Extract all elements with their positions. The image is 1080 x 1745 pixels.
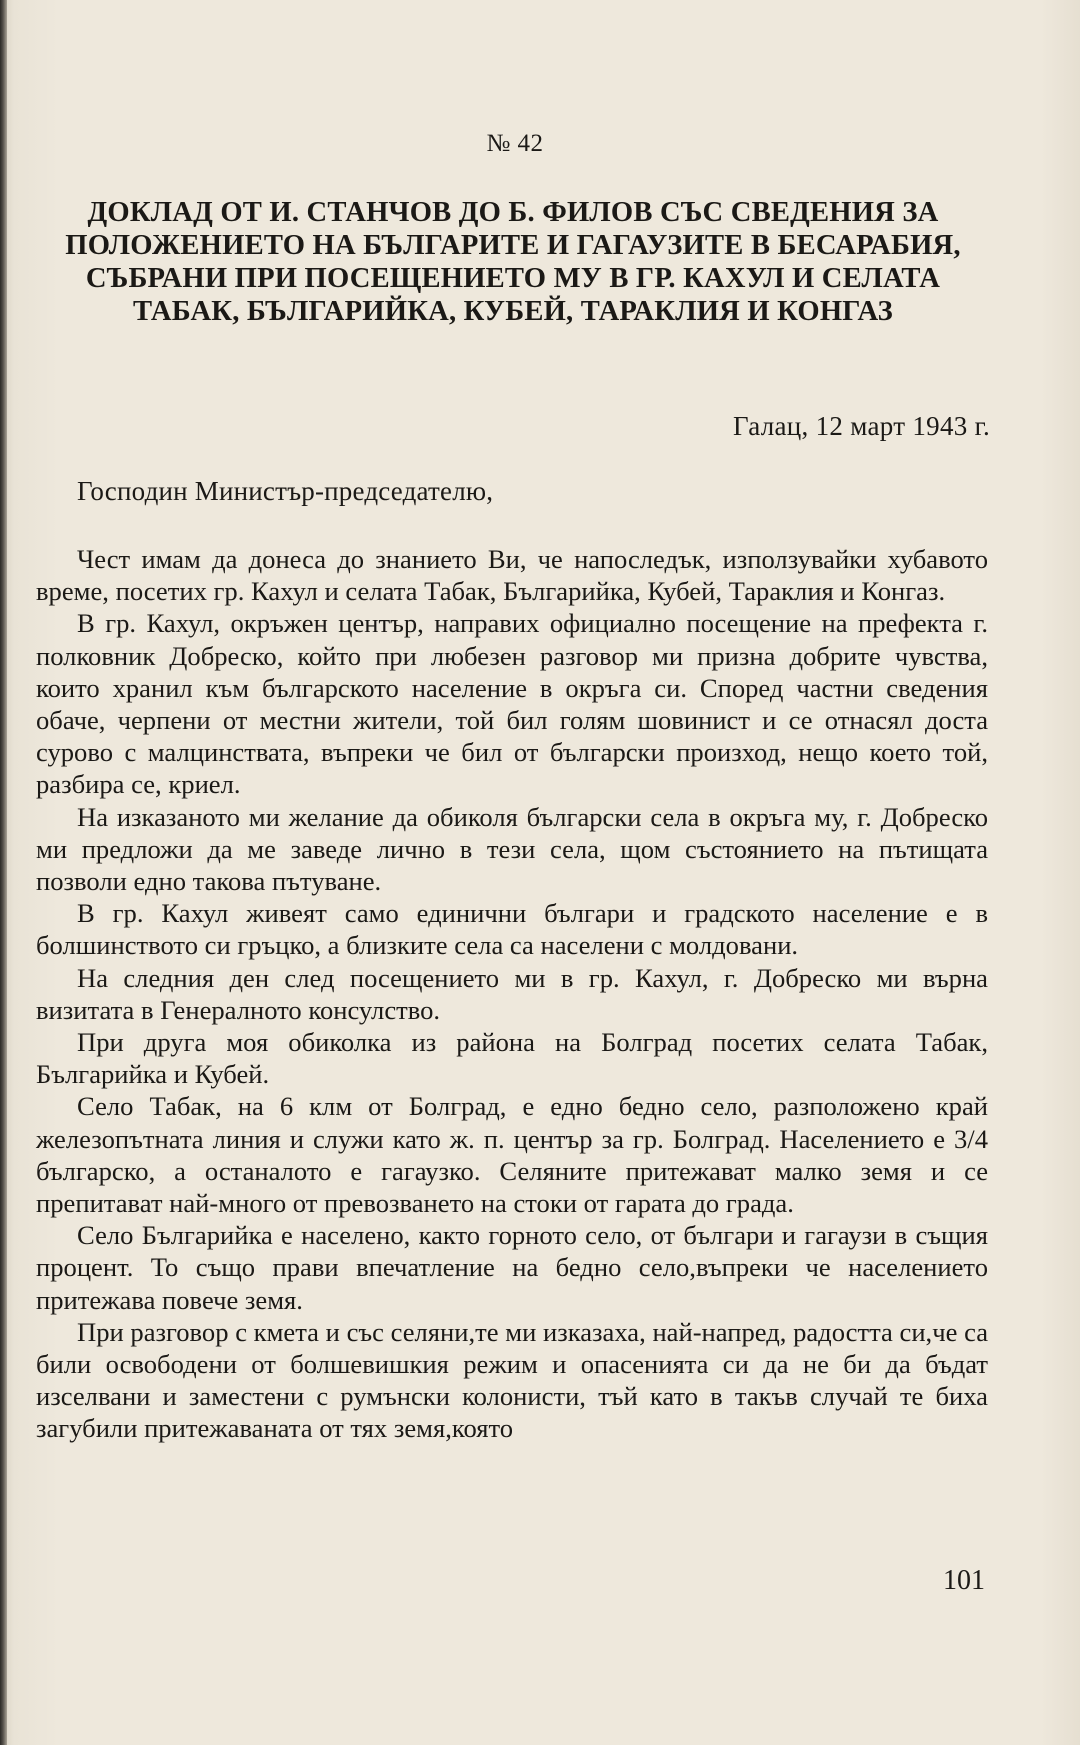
document-number: № 42 (486, 130, 544, 157)
paragraph-4: В гр. Кахул живеят само единични българи и градското население е в болшинството си гръцко, а близките села са населени с молдовани. (36, 898, 988, 961)
page-number: 101 (943, 1565, 985, 1596)
page-binding-edge (0, 0, 7, 1745)
place-and-date: Галац, 12 март 1943 г. (732, 411, 990, 441)
paragraph-5: На следния ден след посещението ми в гр. Кахул, г. Добреско ми върна визитата в Генералното консулство. (36, 962, 988, 1025)
paragraph-2: В гр. Кахул, окръжен център, направих официално посещение на префекта г. полковник Добреско, който при любезен разговор ми призна добрите чувства, които хранил към българското население в окръга си. Според частни сведения обаче, черпени от местни жители, той бил голям шовинист и се отнасял доста сурово с малцинствата, въпреки че бил от български произход, нещо което той, разбира се, криел. (36, 608, 988, 800)
document-title: ДОКЛАД ОТ И. СТАНЧОВ ДО Б. ФИЛОВ СЪС СВЕДЕНИЯ ЗА ПОЛОЖЕНИЕТО НА БЪЛГАРИТЕ И ГАГАУЗИТЕ В БЕСАРАБИЯ, СЪБРАНИ ПРИ ПОСЕЩЕНИЕТО МУ В ГР. КАХУЛ И СЕЛАТА ТАБАК, БЪЛГАРИЙКА, КУБЕЙ, ТАРАКЛИЯ И КОНГАЗ (65, 197, 961, 327)
paragraph-8: Село Българийка е населено, както горното село, от българи и гагаузи в същия процент. То също прави впечатление на бедно село,въпреки че населението притежава повече земя. (36, 1220, 988, 1315)
paragraph-3: На изказаното ми желание да обиколя български села в окръга му, г. Добреско ми предложи да ме заведе лично в тези села, щом състоянието на пътищата позволи едно такова пътуване. (36, 801, 988, 897)
paragraph-9: При разговор с кмета и със селяни,те ми изказаха, най-напред, радостта си,че са били освободени от болшевишкия режим и опасенията си да не би да бъдат изселвани и заместени с румънски колонисти, тъй като в такъв случай те биха загубили притежаваната от тях земя,която (36, 1316, 988, 1444)
paragraph-7: Село Табак, на 6 клм от Болград, е едно бедно село, разположено край железопътната линия и служи като ж. п. център за гр. Болград. Населението е 3/4 българско, а останалото е гагаузко. Селяните притежават малко земя и се препитават най-много от превозването на стоки от гарата до града. (36, 1091, 988, 1219)
salutation: Господин Министър-председателю, (77, 476, 494, 506)
report-body (36, 543, 988, 1445)
paragraph-6: При друга моя обиколка из района на Болград посетих селата Табак, Българийка и Кубей. (36, 1027, 988, 1090)
paragraph-1: Чест имам да донеса до знанието Ви, че напоследък, използувайки хубавото време, посетих гр. Кахул и селата Табак, Българийка, Кубей, Тараклия и Конгаз. (36, 544, 988, 607)
